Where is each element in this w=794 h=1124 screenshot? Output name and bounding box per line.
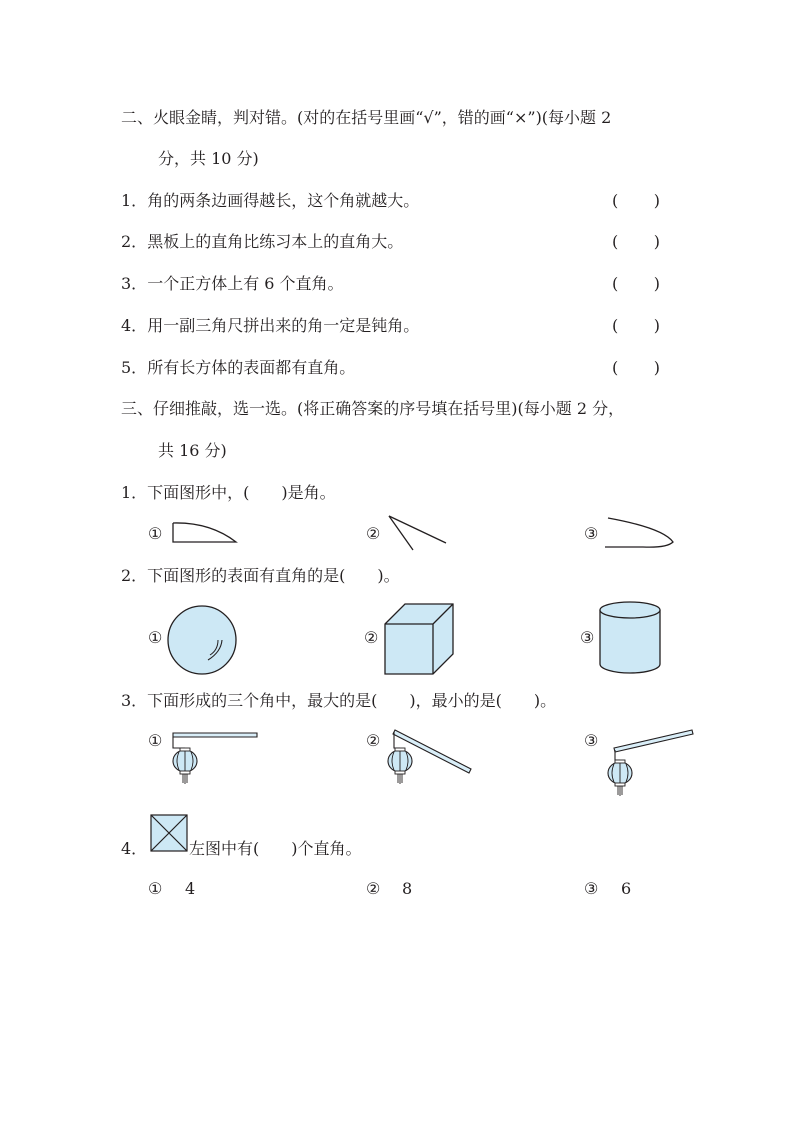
tf-item-3: [121, 274, 344, 294]
paren-close: ): [653, 358, 660, 377]
tf-item-number: 4．: [121, 316, 148, 335]
tf-item-4: [121, 316, 419, 336]
cylinder-figure: [598, 600, 662, 676]
paren-close: ): [653, 316, 660, 335]
tf-item-text: 用一副三角尺拼出来的角一定是钝角。: [147, 316, 420, 335]
figure-angle-lines: [383, 512, 451, 552]
option-marker-1: ①: [148, 628, 163, 647]
option-marker-3: ③: [584, 731, 599, 750]
paren-open: (: [612, 358, 619, 377]
paren-open: (: [612, 191, 619, 210]
sphere-figure: [166, 604, 240, 676]
paren-open: (: [612, 232, 619, 251]
tf-item-text: 一个正方体上有 6 个直角。: [147, 274, 344, 293]
tf-item-number: 2．: [121, 232, 148, 251]
question-3: 3．下面形成的三个角中，最大的是( )，最小的是( )。: [121, 691, 557, 710]
figure-arc-shape: [170, 518, 240, 546]
answer-blank-2[interactable]: [612, 232, 660, 252]
tf-item-text: 黑板上的直角比练习本上的直角大。: [147, 232, 404, 251]
option-value-3: 6: [621, 879, 632, 898]
question-4-text: 左图中有( )个直角。: [189, 839, 362, 858]
question-4-number: 4．: [121, 839, 148, 858]
paren-close: ): [653, 274, 660, 293]
cube-figure: [383, 602, 455, 676]
paren-close: ): [653, 232, 660, 251]
section2-heading-line2: 分，共 10 分): [158, 149, 259, 168]
option-marker-2: ②: [366, 731, 381, 750]
answer-blank-3[interactable]: [612, 274, 660, 294]
answer-blank-5[interactable]: [612, 358, 660, 378]
option-marker-3: ③: [584, 524, 599, 543]
paren-open: (: [612, 274, 619, 293]
tf-item-number: 5．: [121, 358, 148, 377]
lantern-angle-1: [165, 728, 260, 790]
square-diagonals-figure: [150, 814, 188, 852]
option-value-1: 4: [185, 879, 196, 898]
figure-curved-angle: [603, 514, 677, 550]
tf-item-number: 3．: [121, 274, 148, 293]
lantern-angle-3: [600, 726, 696, 800]
paren-close: ): [653, 191, 660, 210]
option-marker-2: ②: [366, 879, 381, 898]
section3-heading-line1: 三、仔细推敲，选一选。(将正确答案的序号填在括号里)(每小题 2 分，: [121, 399, 625, 418]
option-marker-1: ①: [148, 879, 163, 898]
answer-blank-4[interactable]: [612, 316, 660, 336]
option-marker-3: ③: [584, 879, 599, 898]
option-marker-3: ③: [580, 628, 595, 647]
tf-item-text: 角的两条边画得越长，这个角就越大。: [147, 191, 420, 210]
paren-open: (: [612, 316, 619, 335]
tf-item-5: [121, 358, 355, 378]
tf-item-number: 1．: [121, 191, 148, 210]
option-marker-1: ①: [148, 731, 163, 750]
tf-item-text: 所有长方体的表面都有直角。: [147, 358, 356, 377]
tf-item-2: [121, 232, 403, 252]
question-2: 2．下面图形的表面有直角的是( )。: [121, 566, 400, 585]
section3-heading-line2: 共 16 分): [158, 441, 227, 460]
question-1: 1．下面图形中，( )是角。: [121, 483, 336, 502]
option-marker-2: ②: [366, 524, 381, 543]
option-marker-2: ②: [364, 628, 379, 647]
section2-heading-line1: 二、火眼金睛，判对错。(对的在括号里画“√”，错的画“×”)(每小题 2: [121, 108, 612, 127]
tf-item-1: [121, 191, 419, 211]
lantern-angle-2: [383, 726, 475, 790]
option-marker-1: ①: [148, 524, 163, 543]
answer-blank-1[interactable]: [612, 191, 660, 211]
option-value-2: 8: [402, 879, 413, 898]
